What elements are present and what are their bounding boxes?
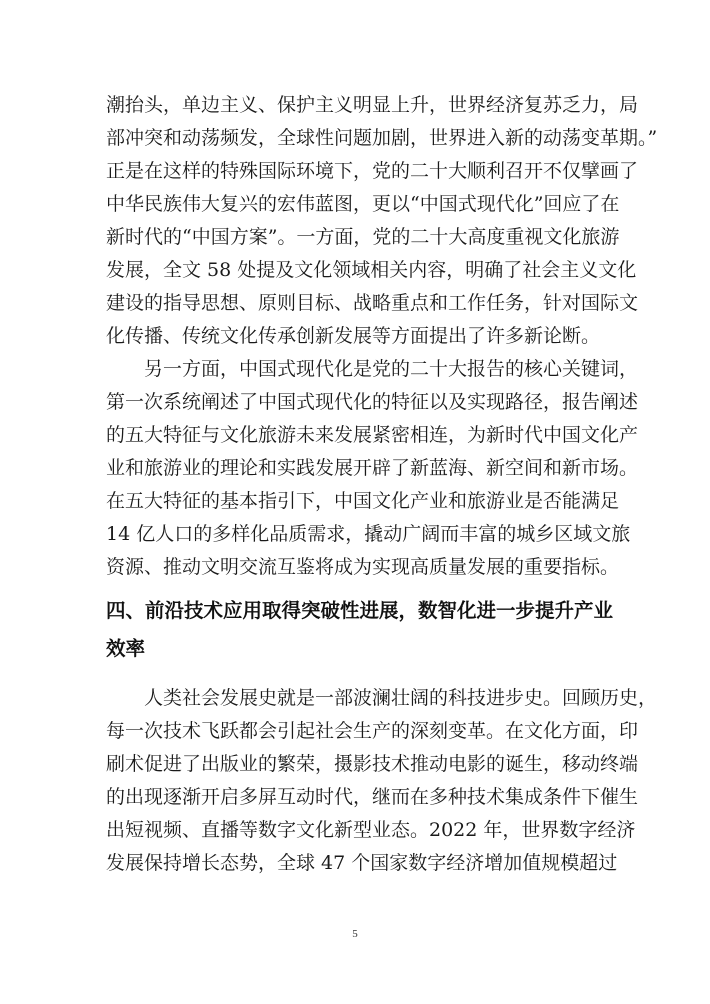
text-line: 14 亿人口的多样化品质需求，撬动广阔而丰富的城乡区域文旅 xyxy=(106,523,631,545)
text-line: 第一次系统阐述了中国式现代化的特征以及实现路径，报告阐述 xyxy=(106,391,639,413)
text-line: 在五大特征的基本指引下，中国文化产业和旅游业是否能满足 xyxy=(106,490,620,512)
text-line: 出短视频、直播等数字文化新型业态。2022 年，世界数字经济 xyxy=(106,819,636,841)
text-line: 人类社会发展史就是一部波澜壮阔的科技进步史。回顾历史， xyxy=(144,687,658,709)
text-line: 发展保持增长态势，全球 47 个国家数字经济增加值规模超过 xyxy=(106,852,618,874)
text-line: 另一方面，中国式现代化是党的二十大报告的核心关键词， xyxy=(144,358,639,380)
heading-line: 效率 xyxy=(106,637,146,660)
text-line: 正是在这样的特殊国际环境下，党的二十大顺利召开不仅擘画了 xyxy=(106,160,639,182)
heading-line: 四、前沿技术应用取得突破性进展，数智化进一步提升产业 xyxy=(106,599,614,622)
text-line: 的出现逐渐开启多屏互动时代，继而在多种技术集成条件下催生 xyxy=(106,786,639,808)
text-line: 发展，全文 58 处提及文化领域相关内容，明确了社会主义文化 xyxy=(106,259,637,281)
text-line: 的五大特征与文化旅游未来发展紧密相连，为新时代中国文化产 xyxy=(106,424,639,446)
text-line: 建设的指导思想、原则目标、战略重点和工作任务，针对国际文 xyxy=(106,292,639,314)
text-line: 刷术促进了出版业的繁荣，摄影技术推动电影的诞生，移动终端 xyxy=(106,753,639,775)
text-line: 新时代的“中国方案”。一方面，党的二十大高度重视文化旅游 xyxy=(106,226,620,248)
text-line: 中华民族伟大复兴的宏伟蓝图，更以“中国式现代化”回应了在 xyxy=(106,193,620,215)
text-line: 潮抬头，单边主义、保护主义明显上升，世界经济复苏乏力，局 xyxy=(106,94,639,116)
text-line: 每一次技术飞跃都会引起社会生产的深刻变革。在文化方面，印 xyxy=(106,720,639,742)
text-line: 业和旅游业的理论和实践发展开辟了新蓝海、新空间和新市场。 xyxy=(106,457,639,479)
text-line: 资源、推动文明交流互鉴将成为实现高质量发展的重要指标。 xyxy=(106,556,620,578)
text-line: 化传播、传统文化传承创新发展等方面提出了许多新论断。 xyxy=(106,325,601,347)
text-line: 部冲突和动荡频发，全球性问题加剧，世界进入新的动荡变革期。” xyxy=(106,127,658,149)
page-number: 5 xyxy=(352,928,358,940)
